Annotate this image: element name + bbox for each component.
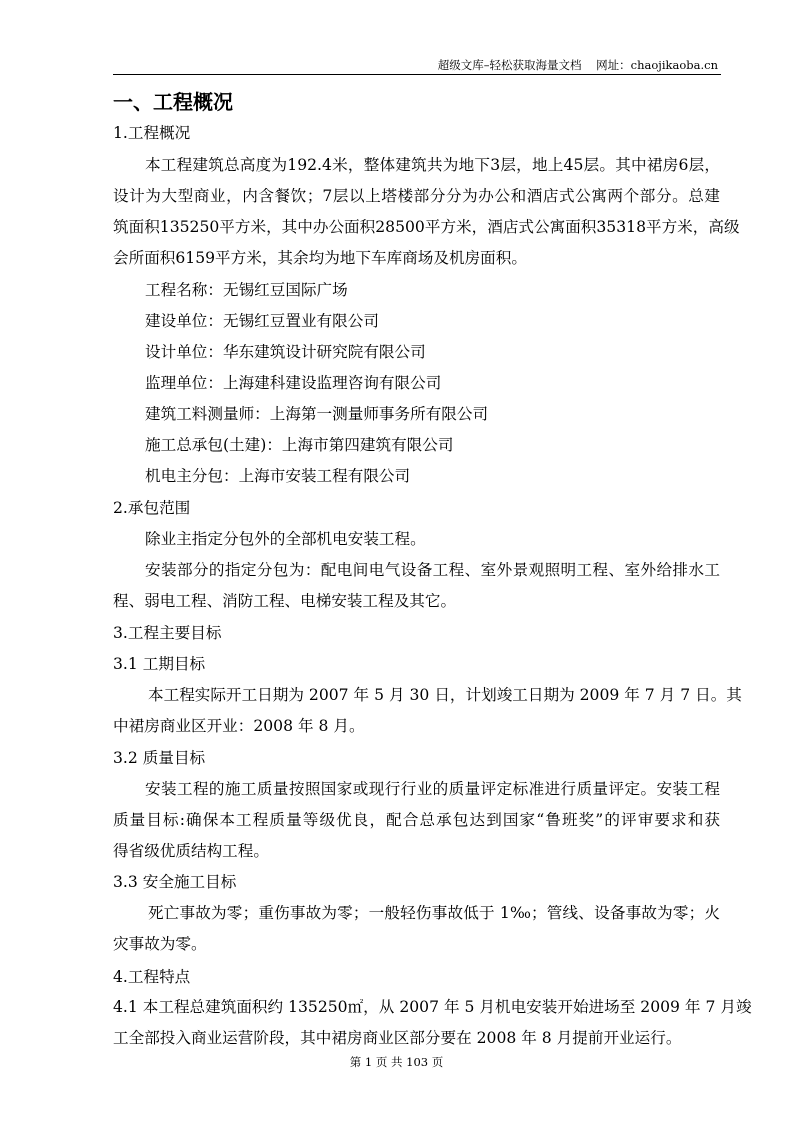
heading: 4.工程特点 [113, 968, 191, 986]
heading: 2.承包范围 [113, 499, 191, 517]
heading: 1.工程概况 [113, 124, 191, 142]
page-footer: 第 1 页 共 103 页 [349, 1055, 444, 1069]
subheading: 3.1 工期目标 [113, 655, 206, 673]
text-line: 本工程建筑总高度为192.4米，整体建筑共为地下3层，地上45层。其中裙房6层， [145, 156, 720, 174]
text-line: 中裙房商业区开业：2008 年 8 月。 [113, 717, 365, 735]
section-title: 一、工程概况 [113, 90, 233, 114]
text-line: 灾事故为零。 [113, 935, 207, 953]
text-line: 除业主指定分包外的全部机电安装工程。 [145, 530, 426, 548]
info-item: 工程名称：无锡红豆国际广场 [145, 281, 348, 299]
heading: 3.工程主要目标 [113, 624, 222, 642]
text-line: 质量目标:确保本工程质量等级优良，配合总承包达到国家“鲁班奖”的评审要求和获 [113, 811, 720, 829]
info-item: 建筑工料测量师：上海第一测量师事务所有限公司 [145, 405, 489, 423]
header-rule [113, 74, 721, 75]
text-line: 本工程实际开工日期为 2007 年 5 月 30 日，计划竣工日期为 2009 年 7 月 7 日。其 [148, 686, 742, 704]
info-item: 施工总承包(土建)：上海市第四建筑有限公司 [145, 436, 454, 454]
text-line: 筑面积135250平方米，其中办公面积28500平方米，酒店式公寓面积35318平方米，高级 [113, 218, 740, 236]
text-line: 死亡事故为零；重伤事故为零；一般轻伤事故低于 1‰；管线、设备事故为零；火 [148, 904, 720, 922]
text-line: 4.1 本工程总建筑面积约 135250㎡，从 2007 年 5 月机电安装开始进场至 2009 年 7 月竣 [113, 998, 752, 1016]
text-line: 程、弱电工程、消防工程、电梯安装工程及其它。 [113, 592, 457, 610]
text-line: 工全部投入商业运营阶段，其中裙房商业区部分要在 2008 年 8 月提前开业运行。 [113, 1029, 682, 1047]
info-item: 监理单位：上海建科建设监理咨询有限公司 [145, 374, 442, 392]
page-header: 超级文库–轻松获取海量文档 网址：chaojikaoba.cn [437, 58, 718, 72]
subheading: 3.3 安全施工目标 [113, 873, 237, 891]
text-line: 会所面积6159平方米，其余均为地下车库商场及机房面积。 [113, 249, 527, 267]
text-line: 得省级优质结构工程。 [113, 842, 269, 860]
text-line: 设计为大型商业，内含餐饮；7层以上塔楼部分分为办公和酒店式公寓两个部分。总建 [113, 187, 720, 205]
info-item: 设计单位：华东建筑设计研究院有限公司 [145, 343, 426, 361]
subheading: 3.2 质量目标 [113, 749, 206, 767]
info-item: 建设单位：无锡红豆置业有限公司 [145, 312, 379, 330]
info-item: 机电主分包：上海市安装工程有限公司 [145, 467, 411, 485]
text-line: 安装部分的指定分包为：配电间电气设备工程、室外景观照明工程、室外给排水工 [145, 561, 720, 579]
text-line: 安装工程的施工质量按照国家或现行行业的质量评定标准进行质量评定。安装工程 [145, 780, 720, 798]
